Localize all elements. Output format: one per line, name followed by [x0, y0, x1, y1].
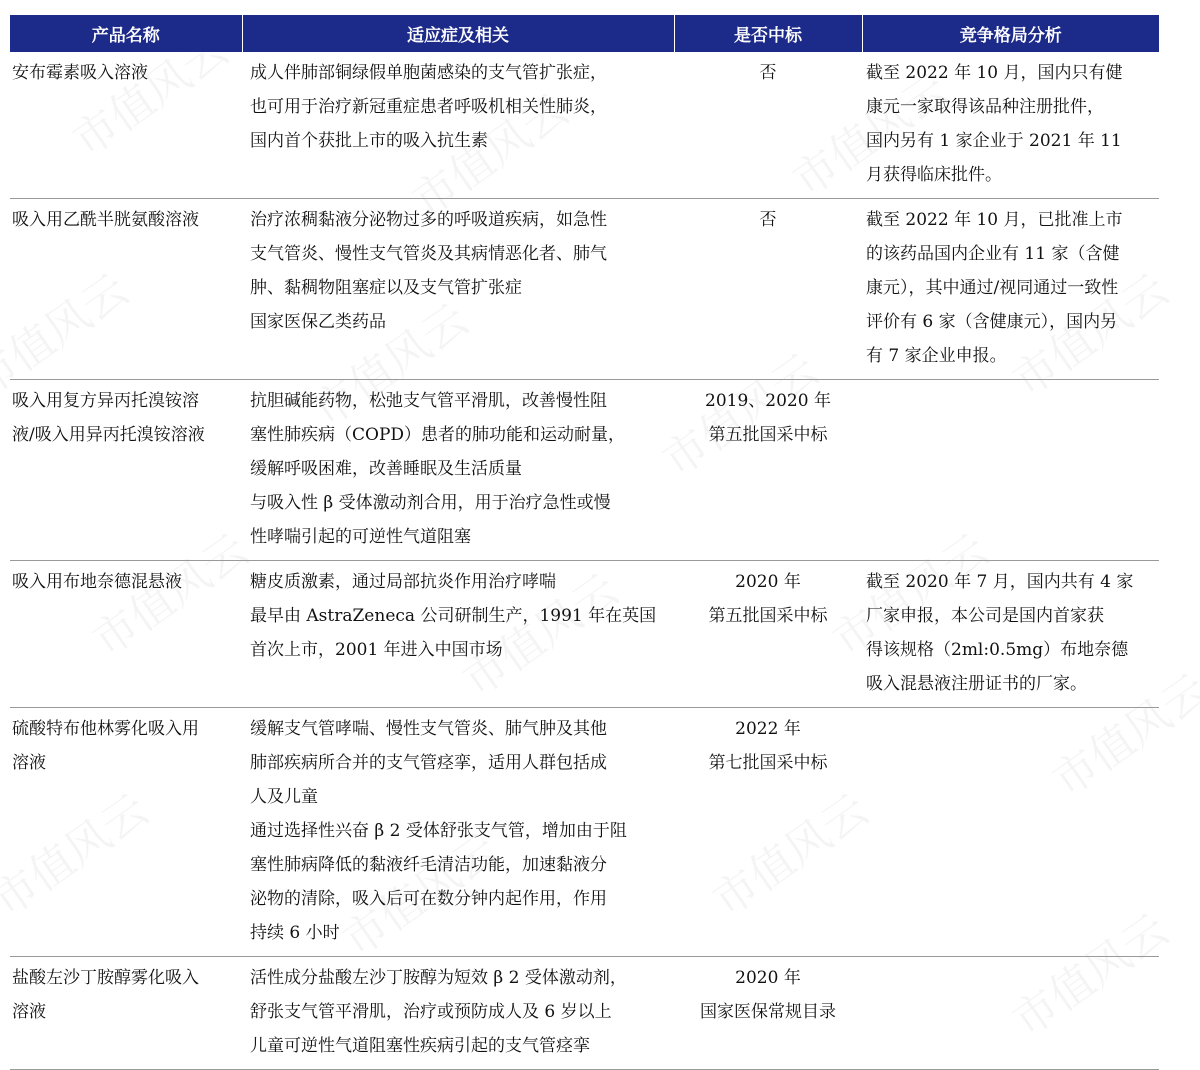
bid-status-line: 2020 年 — [735, 968, 801, 988]
competition-line: 康元），其中通过/视同通过一致性 — [866, 278, 1119, 298]
bid-status-cell — [674, 708, 862, 957]
competition-line: 厂家申报，本公司是国内首家获 — [866, 606, 1104, 626]
product-name-cell — [10, 708, 242, 957]
indication-cell — [242, 380, 674, 561]
header-bid-status: 是否中标 — [674, 15, 862, 52]
indication-line: 塞性肺疾病（COPD）患者的肺功能和运动耐量， — [250, 425, 626, 445]
bid-status-cell — [674, 380, 862, 561]
indication-line: 也可用于治疗新冠重症患者呼吸机相关性肺炎， — [250, 97, 607, 117]
indication-line: 性哮喘引起的可逆性气道阻塞 — [250, 527, 471, 547]
product-name-line: 液/吸入用异丙托溴铵溶液 — [12, 425, 205, 445]
indication-line: 儿童可逆性气道阻塞性疾病引起的支气管痉挛 — [250, 1036, 590, 1056]
table-row — [10, 708, 1159, 957]
indication-line: 缓解支气管哮喘、慢性支气管炎、肺气肿及其他 — [250, 719, 607, 739]
indication-cell — [242, 199, 674, 380]
product-name-line: 吸入用布地奈德混悬液 — [12, 572, 182, 592]
product-table — [10, 15, 1159, 1070]
indication-line: 国内首个获批上市的吸入抗生素 — [250, 131, 488, 151]
product-name-cell — [10, 199, 242, 380]
indication-line: 与吸入性 β 受体激动剂合用，用于治疗急性或慢 — [250, 493, 611, 513]
indication-line: 支气管炎、慢性支气管炎及其病情恶化者、肺气 — [250, 244, 607, 264]
bid-status-line: 否 — [759, 63, 777, 83]
table-row — [10, 561, 1159, 708]
indication-line: 国家医保乙类药品 — [250, 312, 386, 332]
indication-line: 通过选择性兴奋 β 2 受体舒张支气管，增加由于阻 — [250, 821, 627, 841]
indication-line: 舒张支气管平滑肌，治疗或预防成人及 6 岁以上 — [250, 1002, 612, 1022]
competition-cell — [862, 52, 1159, 199]
competition-cell — [862, 380, 1159, 561]
bid-status-cell — [674, 199, 862, 380]
header-indication: 适应症及相关 — [242, 15, 674, 52]
header-competition: 竞争格局分析 — [862, 15, 1159, 52]
product-name-cell — [10, 957, 242, 1070]
bid-status-line: 第五批国采中标 — [708, 425, 828, 445]
bid-status-line: 2019、2020 年 — [705, 391, 831, 411]
bid-status-cell — [674, 957, 862, 1070]
indication-line: 治疗浓稠黏液分泌物过多的呼吸道疾病，如急性 — [250, 210, 607, 230]
product-name-line: 硫酸特布他林雾化吸入用 — [12, 719, 199, 739]
indication-line: 最早由 AstraZeneca 公司研制生产，1991 年在英国 — [250, 606, 657, 626]
indication-line: 成人伴肺部铜绿假单胞菌感染的支气管扩张症， — [250, 63, 607, 83]
indication-line: 活性成分盐酸左沙丁胺醇为短效 β 2 受体激动剂， — [250, 968, 627, 988]
bid-status-line: 第五批国采中标 — [708, 606, 828, 626]
competition-cell — [862, 561, 1159, 708]
competition-cell — [862, 708, 1159, 957]
competition-line: 评价有 6 家（含健康元），国内另 — [866, 312, 1118, 332]
product-name-line: 吸入用复方异丙托溴铵溶 — [12, 391, 199, 411]
competition-line: 有 7 家企业申报。 — [866, 346, 1007, 366]
bid-status-cell — [674, 561, 862, 708]
competition-line: 的该药品国内企业有 11 家（含健 — [866, 244, 1120, 264]
bid-status-line: 第七批国采中标 — [708, 753, 828, 773]
bid-status-cell — [674, 52, 862, 199]
table-row — [10, 52, 1159, 199]
competition-line: 截至 2022 年 10 月，国内只有健 — [866, 63, 1123, 83]
competition-line: 国内另有 1 家企业于 2021 年 11 — [866, 131, 1122, 151]
table-row — [10, 957, 1159, 1070]
competition-cell — [862, 199, 1159, 380]
bid-status-line: 否 — [759, 210, 777, 230]
competition-line: 截至 2022 年 10 月，已批准上市 — [866, 210, 1123, 230]
indication-line: 泌物的清除，吸入后可在数分钟内起作用，作用 — [250, 889, 607, 909]
product-name-line: 吸入用乙酰半胱氨酸溶液 — [12, 210, 199, 230]
table-row — [10, 380, 1159, 561]
competition-line: 月获得临床批件。 — [866, 165, 1002, 185]
bid-status-line: 国家医保常规目录 — [700, 1002, 836, 1022]
header-row — [10, 15, 1159, 52]
indication-cell — [242, 957, 674, 1070]
indication-line: 人及儿童 — [250, 787, 318, 807]
indication-line: 肿、黏稠物阻塞症以及支气管扩张症 — [250, 278, 522, 298]
header-product-name: 产品名称 — [10, 15, 242, 52]
indication-cell — [242, 52, 674, 199]
indication-line: 缓解呼吸困难，改善睡眠及生活质量 — [250, 459, 522, 479]
bid-status-line: 2020 年 — [735, 572, 801, 592]
competition-cell — [862, 957, 1159, 1070]
competition-line: 得该规格（2ml:0.5mg）布地奈德 — [866, 640, 1129, 660]
indication-line: 持续 6 小时 — [250, 923, 340, 943]
indication-line: 糖皮质激素，通过局部抗炎作用治疗哮喘 — [250, 572, 556, 592]
product-name-cell — [10, 561, 242, 708]
indication-cell — [242, 708, 674, 957]
product-name-cell — [10, 380, 242, 561]
product-name-line: 溶液 — [12, 753, 46, 773]
competition-line: 吸入混悬液注册证书的厂家。 — [866, 674, 1087, 694]
product-name-line: 安布霉素吸入溶液 — [12, 63, 148, 83]
product-name-line: 盐酸左沙丁胺醇雾化吸入 — [12, 968, 199, 988]
indication-line: 肺部疾病所合并的支气管痉挛，适用人群包括成 — [250, 753, 607, 773]
indication-cell — [242, 561, 674, 708]
table-row — [10, 199, 1159, 380]
bid-status-line: 2022 年 — [735, 719, 801, 739]
indication-line: 首次上市，2001 年进入中国市场 — [250, 640, 503, 660]
product-name-line: 溶液 — [12, 1002, 46, 1022]
competition-line: 康元一家取得该品种注册批件， — [866, 97, 1104, 117]
competition-line: 截至 2020 年 7 月，国内共有 4 家 — [866, 572, 1134, 592]
indication-line: 抗胆碱能药物，松弛支气管平滑肌，改善慢性阻 — [250, 391, 607, 411]
indication-line: 塞性肺病降低的黏液纤毛清洁功能，加速黏液分 — [250, 855, 607, 875]
product-name-cell — [10, 52, 242, 199]
